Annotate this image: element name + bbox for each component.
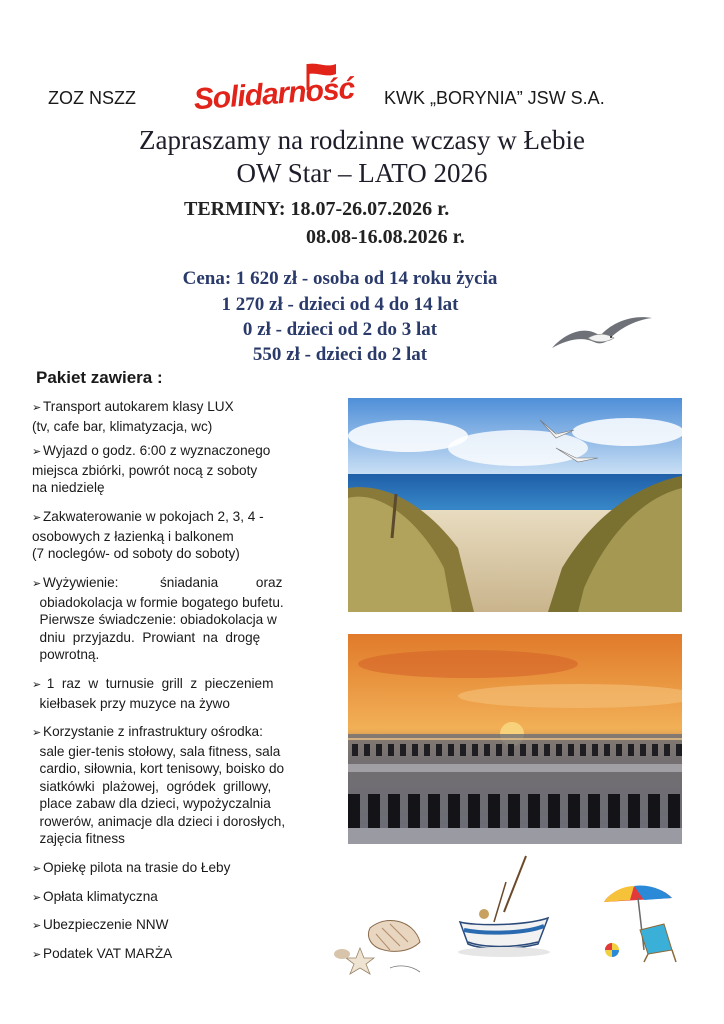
resort-title: OW Star – LATO 2026 (236, 158, 488, 188)
list-item: ➢ Ubezpieczenie NNW (32, 916, 314, 936)
svg-text:Solidarność: Solidarność (192, 72, 356, 117)
seagull-illustration (548, 308, 656, 358)
bullet-arrow-icon: ➢ (32, 402, 42, 414)
bullet-arrow-icon: ➢ (32, 949, 42, 961)
price-child-4-14: 1 270 zł - dzieci od 4 do 14 lat (221, 294, 459, 315)
beach-umbrella-chair-illustration (600, 880, 680, 964)
price-child-2-3: 0 zł - dzieci od 2 do 3 lat (242, 319, 438, 340)
list-item: ➢ Opiekę pilota na trasie do Łeby (32, 859, 314, 879)
price-infant: 550 zł - dzieci do 2 lat (252, 344, 428, 365)
terms-line-1: TERMINY: 18.07-26.07.2026 r. (184, 198, 450, 220)
list-item: ➢ Podatek VAT MARŻA (32, 945, 314, 965)
list-item: ➢ Wyjazd o godz. 6:00 z wyznaczonego miejsca zbiórki, powrót nocą z soboty na niedzielę (32, 443, 271, 495)
shells-starfish-illustration (330, 908, 424, 980)
terms-line-2: 08.08-16.08.2026 r. (306, 226, 465, 248)
header-left-org: ZOZ NSZZ (48, 88, 136, 108)
bullet-arrow-icon: ➢ (32, 920, 42, 932)
bullet-arrow-icon: ➢ (32, 892, 42, 904)
solidarnosc-logo (190, 60, 360, 118)
list-item: ➢ Wyżywienie: śniadania oraz obiadokolacja w formie bogatego bufetu. Pierwsze świadczenie: obiadokolacja w dniu przyjazdu. Prowiant na drogę powrotną. (32, 575, 284, 662)
list-item: ➢ 1 raz w turnusie grill z pieczeniem kiełbasek przy muzyce na żywo (32, 676, 274, 711)
list-item: ➢ Zakwaterowanie w pokojach 2, 3, 4 - osobowych z łazienką i balkonem (7 noclegów- od soboty do soboty) (32, 509, 264, 561)
sunset-breakwater-photo (348, 634, 682, 844)
bullet-arrow-icon: ➢ (32, 578, 42, 590)
bullet-arrow-icon: ➢ (32, 863, 42, 875)
price-adult: Cena: 1 620 zł - osoba od 14 roku życia (182, 268, 498, 289)
list-item: ➢ Transport autokarem klasy LUX (tv, cafe bar, klimatyzacja, wc) (32, 399, 234, 434)
invitation-title: Zapraszamy na rodzinne wczasy w Łebie (138, 125, 586, 155)
bullet-arrow-icon: ➢ (32, 512, 42, 524)
sailboat-illustration (454, 852, 552, 968)
list-item: ➢ Opłata klimatyczna (32, 888, 314, 908)
list-item: ➢ Korzystanie z infrastruktury ośrodka: sale gier-tenis stołowy, sala fitness, sala cardio, siłownia, kort tenisowy, boisko do siatkówki plażowej, ogródek grillowy, place zabaw dla dzieci, wypożyczalnia rowerów, animacje dla dzieci i dorosłych, zajęcia fitness (32, 724, 286, 846)
package-title: Pakiet zawiera : (36, 368, 163, 387)
bullet-arrow-icon: ➢ (32, 446, 42, 458)
header-right-org: KWK „BORYNIA” JSW S.A. (384, 88, 605, 108)
beach-dunes-photo (348, 398, 682, 612)
bullet-arrow-icon: ➢ (32, 679, 42, 691)
bullet-arrow-icon: ➢ (32, 727, 42, 739)
